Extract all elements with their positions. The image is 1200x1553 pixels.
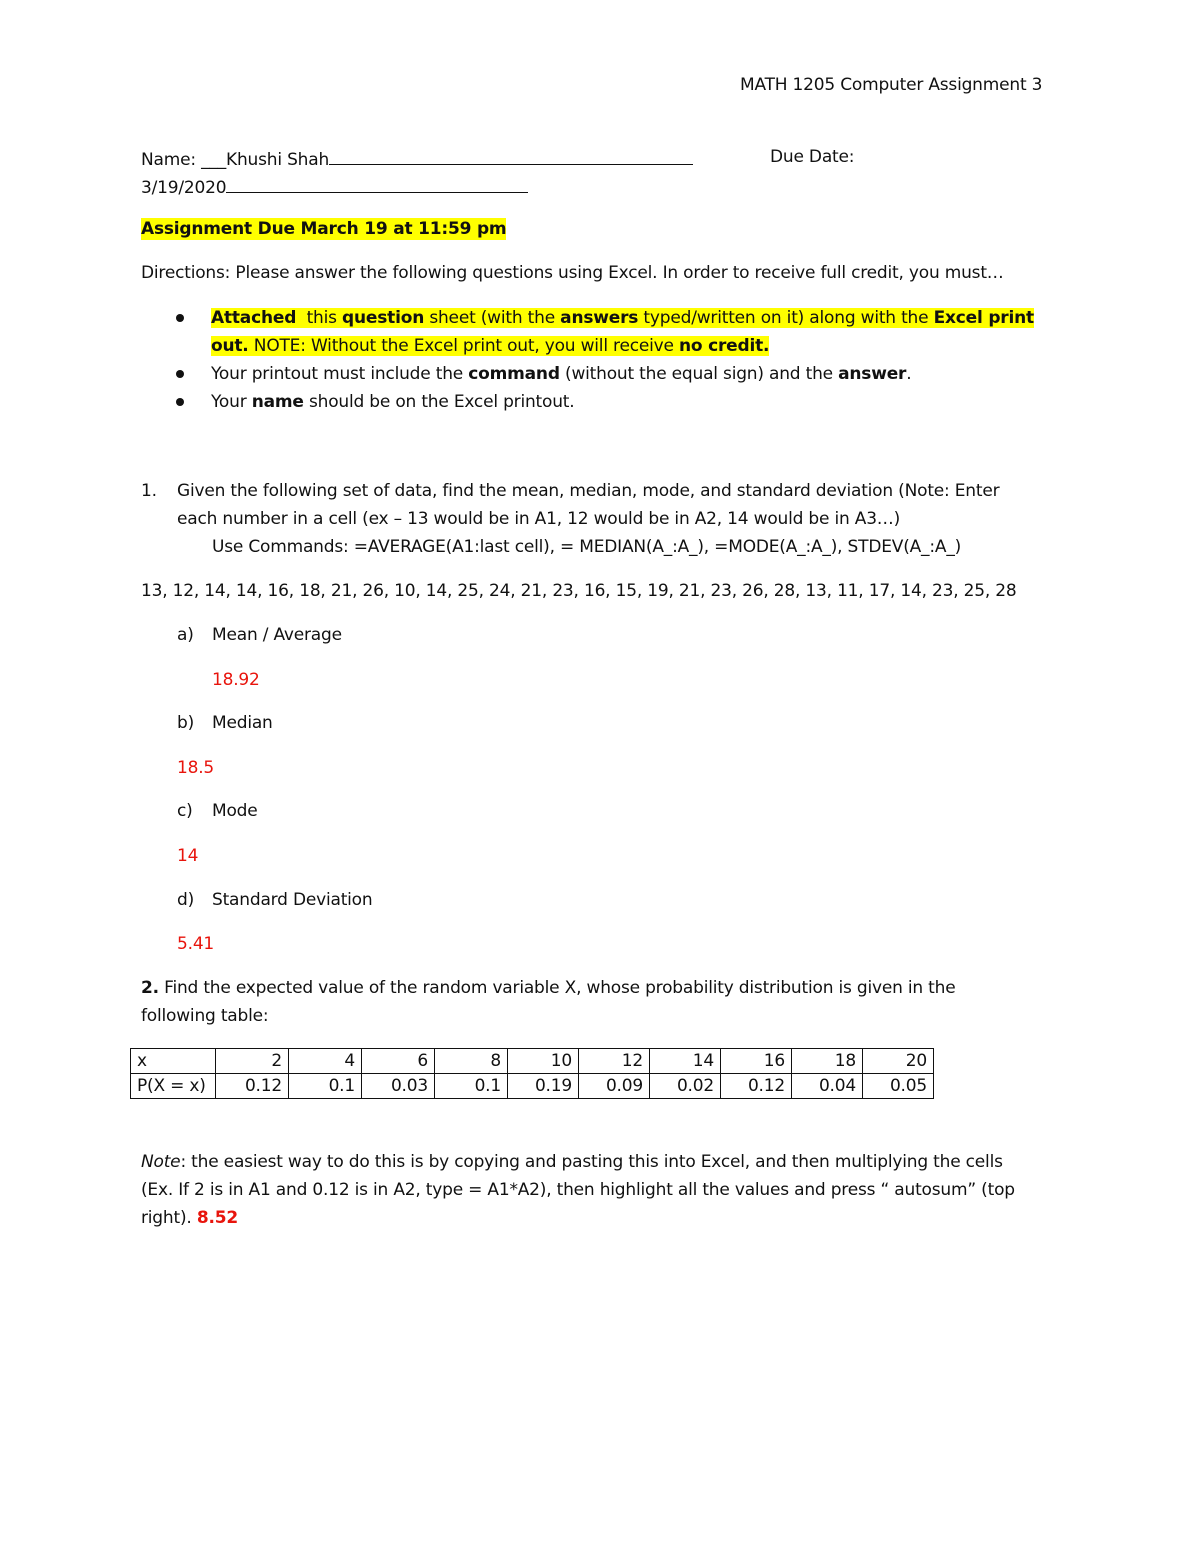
q1-part-d-letter: d) [177,890,195,910]
table-cell: 6 [362,1049,435,1074]
bullet-1-no-credit: no credit. [679,336,770,356]
bullet-1-attached: Attached [211,308,297,328]
q1-data: 13, 12, 14, 14, 16, 18, 21, 26, 10, 14, 25, 24, 21, 23, 16, 15, 19, 21, 23, 26, 28, 13, 11, 17, 14, 23, 25, 28 [141,581,1017,601]
header-course: MATH 1205 Computer Assignment 3 [740,75,1043,95]
q2-number: 2. [141,978,159,998]
table-cell: 2 [216,1049,289,1074]
table-cell: 16 [721,1049,792,1074]
bullet-1-answers: answers [560,308,639,328]
bullet-1-typed: typed/written on it) along with the [643,308,929,328]
bullet-1-this: this [306,308,337,328]
q1-part-a-answer: 18.92 [212,670,260,690]
due-date-line [141,174,528,199]
bullet-1-note: NOTE: Without the Excel print out, you will receive [253,336,674,356]
table-cell: 0.19 [508,1074,579,1099]
bullet-1-question: question [342,308,425,328]
bullet-dot [176,398,184,406]
table-row [131,1049,934,1074]
q1-number: 1. [141,481,157,501]
table-row [131,1074,934,1099]
q1-text-line-1: Given the following set of data, find the mean, median, mode, and standard deviation (Note: Enter [177,481,1000,501]
table-cell: 4 [289,1049,362,1074]
q2-note-text-3: right). [141,1208,192,1228]
q1-text-line-2: each number in a cell (ex – 13 would be in A1, 12 would be in A2, 14 would be in A3…) [177,509,901,529]
bullet-2-answer: answer [838,364,907,384]
due-date-underline [226,174,528,193]
q2-text-line-2: following table: [141,1006,269,1026]
bullet-dot [176,314,184,322]
table-cell: 0.12 [721,1074,792,1099]
q1-part-c-label: Mode [212,801,258,821]
table-row-label: P(X = x) [131,1074,216,1099]
bullet-dot [176,370,184,378]
q1-part-b-label: Median [212,713,273,733]
table-cell: 0.04 [792,1074,863,1099]
bullet-1-excel-print: Excel print [933,308,1034,328]
name-prefix-underscore: ___ [201,150,227,170]
bullet-3-name: name [251,392,304,412]
bullet-2-period: . [906,364,912,384]
bullet-2-command: command [468,364,560,384]
table-cell: 0.1 [435,1074,508,1099]
directions: Directions: Please answer the following questions using Excel. In order to receive full credit, you must… [141,263,1004,283]
q1-part-b-letter: b) [177,713,195,733]
bullet-3-text: should be on the Excel printout. [308,392,575,412]
q2-note-label: Note [141,1152,181,1172]
bullet-3 [211,391,574,413]
bullet-2-text-2: (without the equal sign) and the [565,364,833,384]
q2-line-1 [141,977,955,999]
q2-note-line-1 [141,1151,1003,1173]
table-cell: 10 [508,1049,579,1074]
due-banner: Assignment Due March 19 at 11:59 pm [141,219,507,239]
q1-part-d-label: Standard Deviation [212,890,373,910]
bullet-3-your: Your [211,392,247,412]
table-row-label: x [131,1049,216,1074]
q1-part-d-answer: 5.41 [177,934,215,954]
table-cell: 20 [863,1049,934,1074]
q2-answer: 8.52 [196,1208,238,1228]
due-date-value: 3/19/2020 [141,178,227,198]
table-cell: 14 [650,1049,721,1074]
q1-part-a-letter: a) [177,625,194,645]
due-date-label: Due Date: [770,147,855,167]
bullet-1-line-1 [211,307,1034,329]
table-cell: 0.09 [579,1074,650,1099]
name-underline [329,146,693,165]
bullet-2-text: Your printout must include the [211,364,464,384]
table-cell: 18 [792,1049,863,1074]
q1-part-c-answer: 14 [177,846,199,866]
q1-part-c-letter: c) [177,801,193,821]
bullet-1-out: out. [211,336,249,356]
q2-text-line-1: Find the expected value of the random variable X, whose probability distribution is given in the [164,978,956,998]
q1-commands: Use Commands: =AVERAGE(A1:last cell), = MEDIAN(A_:A_), =MODE(A_:A_), STDEV(A_:A_) [212,537,962,557]
table-cell: 0.03 [362,1074,435,1099]
q1-part-a-label: Mean / Average [212,625,342,645]
table-cell: 0.12 [216,1074,289,1099]
q2-note-line-3 [141,1207,238,1229]
q1-part-b-answer: 18.5 [177,758,215,778]
table-cell: 12 [579,1049,650,1074]
student-name: Khushi Shah [226,150,330,170]
probability-table [130,1048,934,1099]
name-label: Name: [141,150,196,170]
table-cell: 0.05 [863,1074,934,1099]
table-cell: 0.1 [289,1074,362,1099]
bullet-1-sheet: sheet (with the [429,308,555,328]
table-cell: 8 [435,1049,508,1074]
q2-note-line-2: (Ex. If 2 is in A1 and 0.12 is in A2, type = A1*A2), then highlight all the values and press “ autosum” (top [141,1180,1015,1200]
name-line [141,146,693,171]
q2-note-text-1: : the easiest way to do this is by copying and pasting this into Excel, and then multiplying the cells [180,1152,1003,1172]
table-cell: 0.02 [650,1074,721,1099]
bullet-1-line-2 [211,335,769,357]
bullet-2 [211,363,911,385]
